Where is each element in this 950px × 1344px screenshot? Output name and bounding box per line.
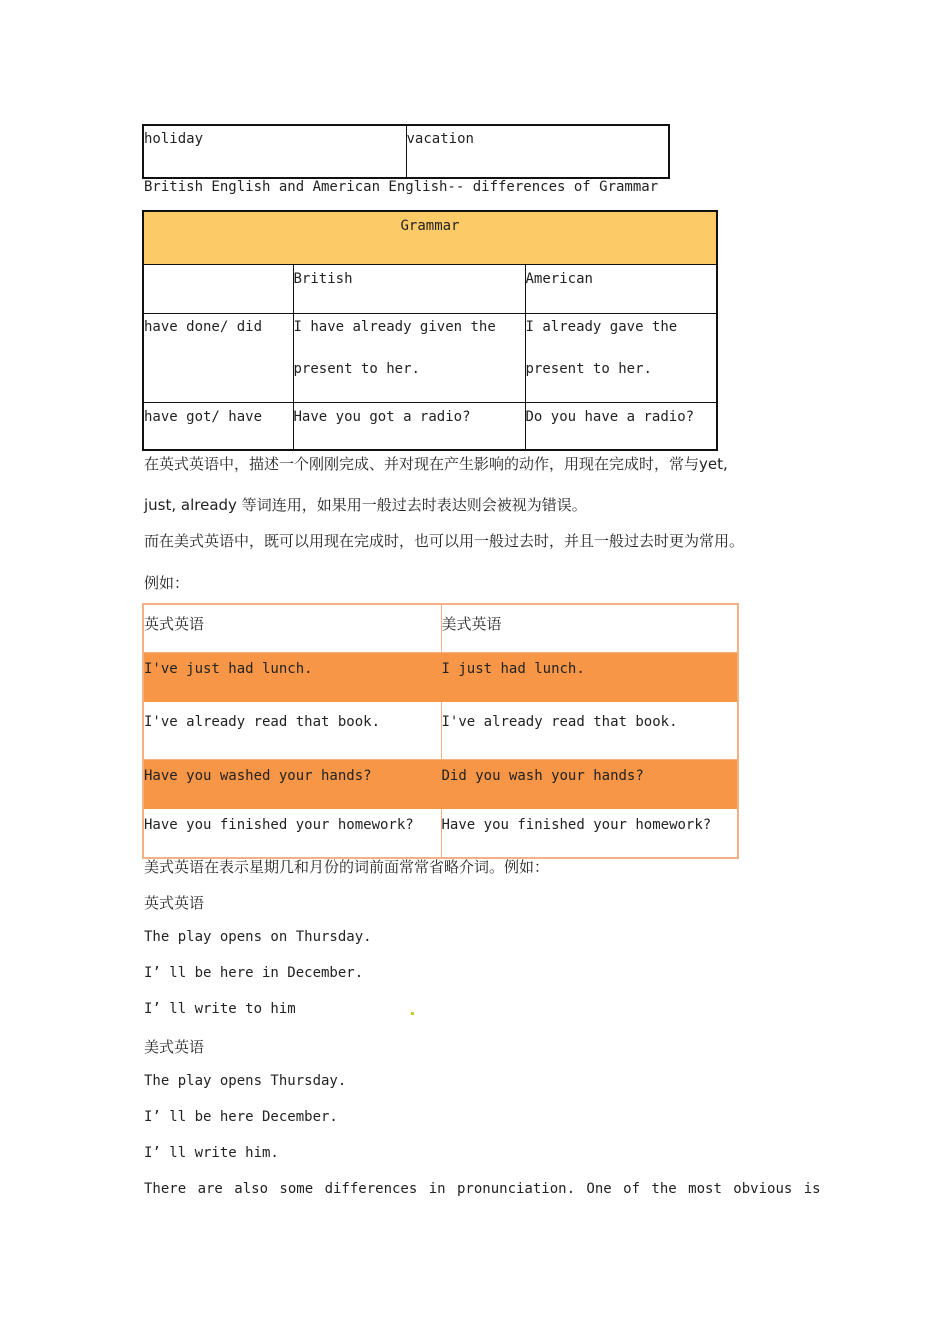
example-american-cell: I've already read that book. [441,702,738,760]
american-label: 美式英语 [144,1038,205,1056]
example-british-cell: Have you washed your hands? [143,760,441,809]
vocab-british-cell: holiday [143,125,406,178]
example-header-british: 英式英语 [143,604,441,653]
example-american-cell: Did you wash your hands? [441,760,738,809]
paragraph-line: 在英式英语中，描述一个刚刚完成、并对现在产生影响的动作，用现在完成时，常与yet, [144,455,728,473]
section-title: British English and American English-- differences of Grammar [144,179,659,195]
grammar-row-american: I already gave the present to her. [525,314,717,403]
example-british-cell: I've already read that book. [143,702,441,760]
example-british-cell: Have you finished your homework? [143,809,441,859]
british-example: I’ ll write to him [144,1001,296,1017]
american-example: The play opens Thursday. [144,1073,347,1089]
grammar-row-british: I have already given the present to her. [293,314,525,403]
grammar-row-american: Do you have a radio? [525,403,717,451]
example-british-cell: I've just had lunch. [143,653,441,702]
example-american-cell: I just had lunch. [441,653,738,702]
example-label: 例如： [144,574,190,592]
grammar-row-label: have done/ did [143,314,293,403]
american-example: I’ ll be here December. [144,1109,338,1125]
stray-mark [411,1012,414,1015]
british-example: I’ ll be here in December. [144,965,364,981]
british-example: The play opens on Thursday. [144,929,372,945]
grammar-col-british: British [293,265,525,314]
paragraph: 而在美式英语中，既可以用现在完成时，也可以用一般过去时，并且一般过去时更为常用。 [144,532,745,550]
example-header-american: 美式英语 [441,604,738,653]
grammar-corner-cell [143,265,293,314]
grammar-col-american: American [525,265,717,314]
vocab-american-cell: vacation [406,131,474,147]
paragraph-line: just, already 等词连用，如果用一般过去时表达则会被视为错误。 [144,496,587,514]
paragraph-last-line: There are also some differences in pronunciation. One of the most obvious is [144,1181,821,1197]
grammar-row-british: Have you got a radio? [293,403,525,451]
grammar-header: Grammar [143,211,717,265]
example-american-cell: Have you finished your homework? [441,809,738,859]
american-example: I’ ll write him. [144,1145,279,1161]
grammar-table [142,210,718,451]
vocab-table [142,124,670,179]
example-table [142,603,739,859]
grammar-row-label: have got/ have [143,403,293,451]
paragraph: 美式英语在表示星期几和月份的词前面常常省略介词。例如： [144,858,550,876]
british-label: 英式英语 [144,894,205,912]
